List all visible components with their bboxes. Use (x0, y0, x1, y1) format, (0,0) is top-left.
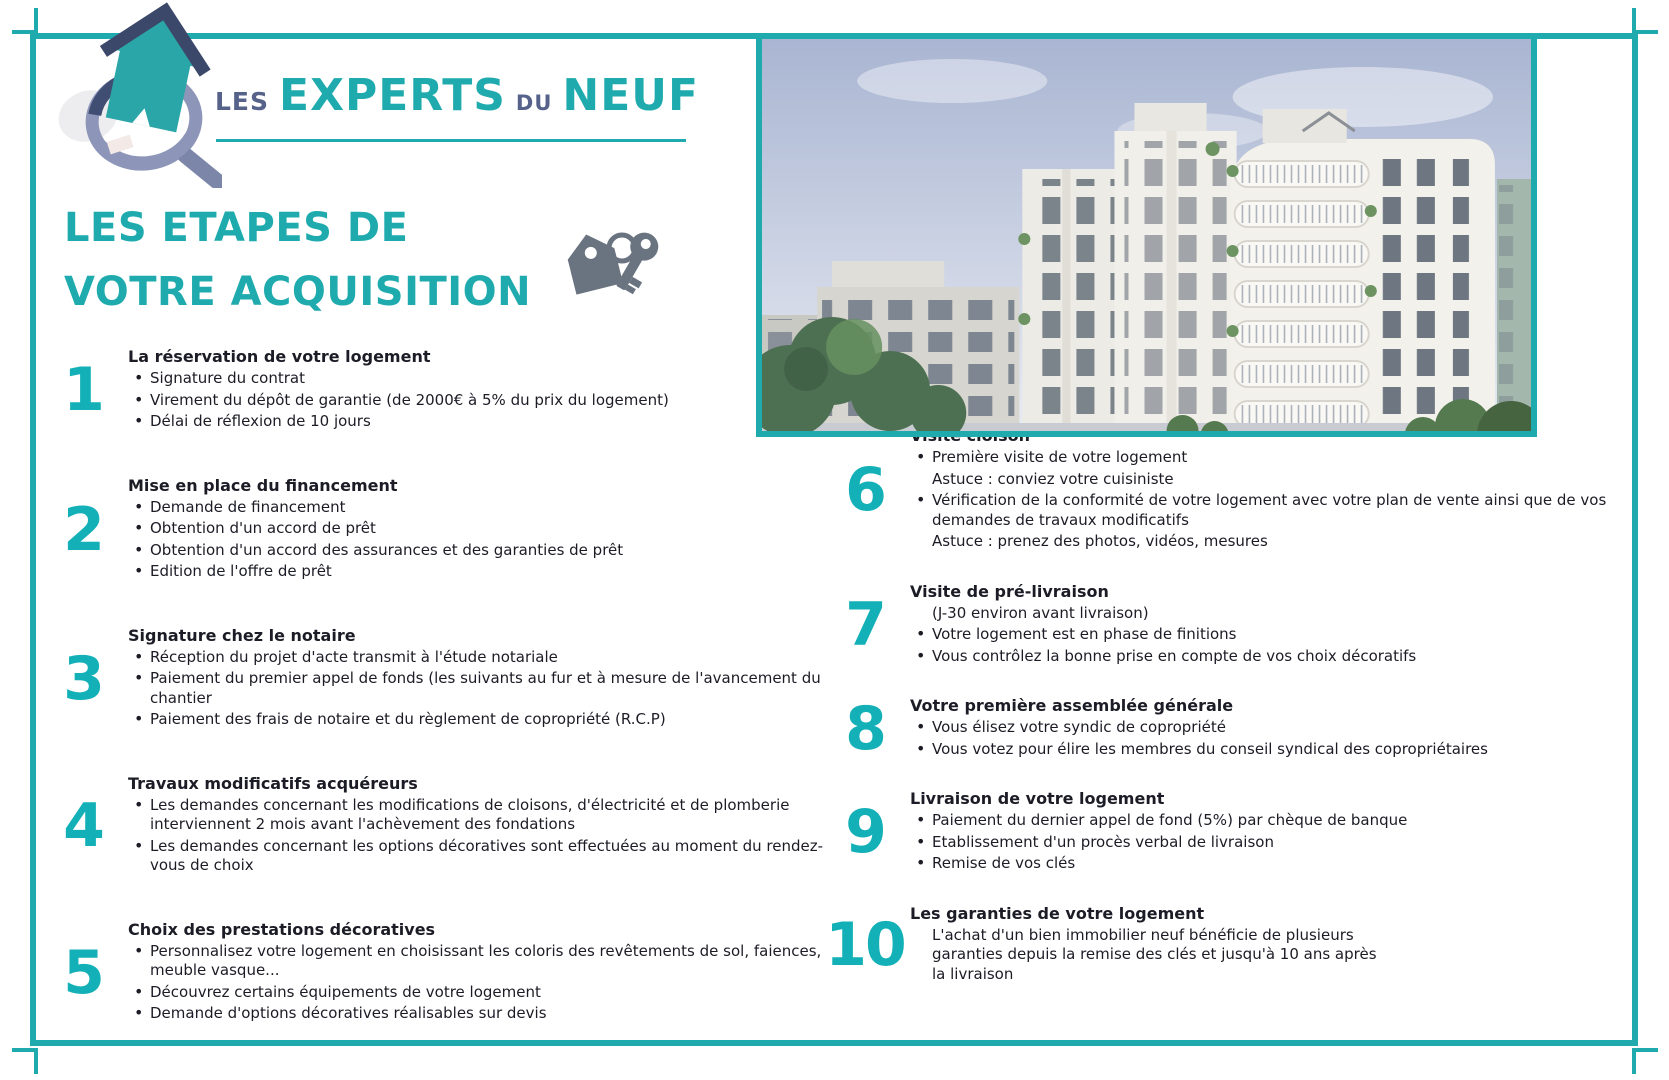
page-title-line2: VOTRE ACQUISITION (64, 269, 532, 315)
step-title: La réservation de votre logement (128, 347, 431, 366)
step-bullet-item: • Vous contrôlez la bonne prise en compte de vos choix décoratifs (910, 647, 1610, 667)
step-bullet-item: • Les demandes concernant les options décoratives sont effectuées au moment du rendez-vous de choix (128, 837, 828, 876)
corner-mark-bottom-right (1632, 1048, 1658, 1074)
step-number: 8 (845, 693, 885, 764)
step-bullet-item: • Réception du projet d'acte transmit à l'étude notariale (128, 648, 828, 668)
step-title: Votre première assemblée générale (910, 696, 1234, 715)
step-title: Signature chez le notaire (128, 625, 356, 645)
step-bullet-item: • Paiement des frais de notaire et du règlement de copropriété (R.C.P) (128, 710, 828, 730)
steps-column-left (42, 347, 828, 1026)
step-title: Les garanties de votre logement (910, 903, 1205, 923)
step-body (906, 582, 1634, 669)
step-note-item: (J-30 environ avant livraison) (932, 603, 1149, 622)
step-number: 4 (63, 790, 103, 861)
step-7 (824, 582, 1634, 669)
step-items (910, 926, 1634, 985)
step-title: Livraison de votre logement (910, 789, 1165, 808)
step-note-item: L'achat d'un bien immobilier neuf bénéficie de plusieurs garanties depuis la remise des clés et jusqu'à 10 ans après la livraison (932, 925, 1377, 983)
logo-word-du: DU (515, 91, 553, 115)
step-title: Choix des prestations décoratives (128, 919, 436, 939)
step-body (906, 789, 1634, 876)
step-note-item: Astuce : conviez votre cuisiniste (932, 469, 1174, 488)
step-bullet-item: • Signature du contrat (128, 369, 828, 389)
step-bullet-item: • Obtention d'un accord des assurances et des garanties de prêt (128, 541, 828, 561)
step-6 (824, 426, 1634, 554)
step-note-item: Astuce : prenez des photos, vidéos, mesures (932, 532, 1268, 550)
step-4 (42, 774, 828, 878)
corner-mark-top-left (12, 8, 38, 34)
step-bullet-item: • Les demandes concernant les modifications de cloisons, d'électricité et de plomberie interviennent 2 mois avant l'achèvement des fondations (128, 796, 828, 835)
step-items (128, 498, 828, 582)
step-number: 1 (63, 355, 103, 426)
house-keys-icon (558, 220, 673, 312)
step-number: 6 (845, 454, 885, 525)
step-1 (42, 347, 828, 434)
step-3 (42, 626, 828, 732)
step-bullet-item: • Paiement du premier appel de fonds (les suivants au fur et à mesure de l'avancement du chantier (128, 669, 828, 708)
step-items (910, 718, 1634, 759)
step-number: 9 (845, 797, 885, 868)
step-items (128, 369, 828, 432)
step-bullet-item: • Demande d'options décoratives réalisables sur devis (128, 1004, 828, 1024)
step-body (124, 347, 828, 434)
step-body (906, 696, 1634, 761)
step-body (906, 904, 1634, 987)
step-8 (824, 693, 1634, 764)
step-items (128, 648, 828, 730)
step-title: Visite de pré-livraison (910, 581, 1109, 601)
step-10 (824, 904, 1634, 987)
logo-word-les: LES (215, 87, 270, 116)
step-bullet-item: • Obtention d'un accord de prêt (128, 519, 828, 539)
step-bullet-item: • Virement du dépôt de garantie (de 2000€ à 5% du prix du logement) (128, 391, 828, 411)
logo-underline (216, 139, 686, 142)
step-bullet-item: • Paiement du dernier appel de fond (5%) par chèque de banque (910, 811, 1610, 831)
step-2 (42, 476, 828, 584)
step-bullet-item: • Etablissement d'un procès verbal de livraison (910, 833, 1610, 853)
step-number: 10 (825, 909, 905, 980)
step-bullet-item: • Délai de réflexion de 10 jours (128, 412, 828, 432)
step-bullet-item: • Découvrez certains équipements de votre logement (128, 983, 828, 1003)
logo-word-experts: EXPERTS (279, 70, 506, 121)
step-items (128, 796, 828, 876)
step-bullet-item: • Demande de financement (128, 498, 828, 518)
step-title: Mise en place du financement (128, 475, 398, 495)
step-number: 5 (63, 937, 103, 1008)
page-title-line1: LES ETAPES DE (64, 205, 409, 251)
logo-wordmark (215, 70, 699, 121)
step-bullet-item: • Vous élisez votre syndic de copropriété (910, 718, 1610, 738)
step-bullet-item: • Edition de l'offre de prêt (128, 562, 828, 582)
step-items (910, 448, 1634, 552)
step-body (124, 774, 828, 878)
corner-mark-top-right (1632, 8, 1658, 34)
new-building-photo (756, 33, 1537, 437)
step-bullet-item: • Vérification de la conformité de votre logement avec votre plan de vente ainsi que de vos demandes de travaux modificatifs (910, 491, 1610, 530)
step-items (128, 942, 828, 1024)
house-magnifier-icon (52, 0, 222, 188)
step-bullet-item: • Votre logement est en phase de finitions (910, 625, 1610, 645)
step-body (124, 920, 828, 1026)
step-bullet-item: • Première visite de votre logement (910, 448, 1610, 468)
step-bullet-item: • Personnalisez votre logement en choisissant les coloris des revêtements de sol, faiences, meuble vasque... (128, 942, 828, 981)
corner-mark-bottom-left (12, 1048, 38, 1074)
step-bullet-item: • Remise de vos clés (910, 854, 1610, 874)
step-body (906, 426, 1634, 554)
page-title (64, 196, 531, 324)
steps-column-right (824, 426, 1634, 986)
step-number: 7 (845, 589, 885, 660)
step-5 (42, 920, 828, 1026)
step-body (124, 626, 828, 732)
step-number: 2 (63, 494, 103, 565)
step-bullet-item: • Vous votez pour élire les membres du conseil syndical des copropriétaires (910, 740, 1610, 760)
logo-word-neuf: NEUF (562, 70, 700, 121)
step-items (910, 604, 1634, 667)
step-9 (824, 789, 1634, 876)
step-items (910, 811, 1634, 874)
step-number: 3 (63, 643, 103, 714)
step-body (124, 476, 828, 584)
step-title: Travaux modificatifs acquéreurs (128, 773, 418, 793)
